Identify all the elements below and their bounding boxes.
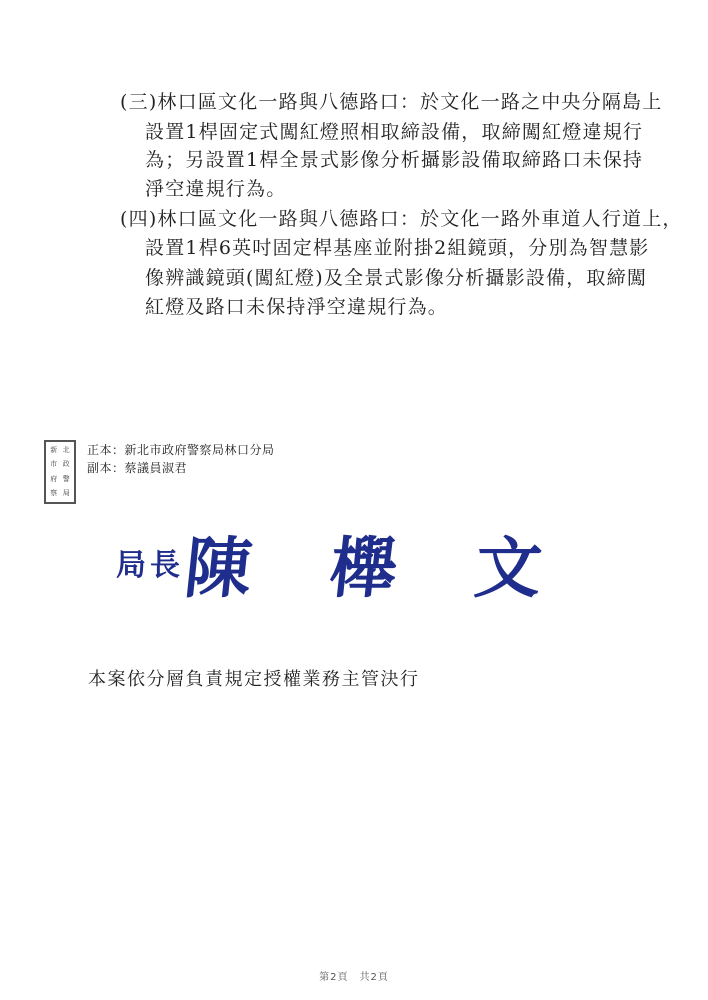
item4-line-2: 設置1桿6英吋固定桿基座並附掛2組鏡頭，分別為智慧影 bbox=[145, 237, 650, 259]
page-number: 第2頁 共2頁 bbox=[319, 972, 389, 983]
delegation-note: 本案依分層負責規定授權業務主管決行 bbox=[88, 669, 420, 690]
item4-line-1: (四)林口區文化一路與八德路口：於文化一路外車道人行道上， bbox=[120, 208, 683, 230]
stamp-char: 政 bbox=[62, 460, 70, 469]
item3-line-3: 為；另設置1桿全景式影像分析攝影設備取締路口未保持 bbox=[145, 149, 644, 171]
stamp-char: 警 bbox=[62, 474, 70, 483]
signature-title: 局長 bbox=[116, 548, 184, 583]
item3-line-4: 淨空違規行為。 bbox=[145, 178, 287, 200]
distribution-copy: 副本：蔡議員淑君 bbox=[87, 461, 188, 475]
official-stamp bbox=[44, 440, 76, 504]
item3-line-1: (三)林口區文化一路與八德路口：於文化一路之中央分隔島上 bbox=[120, 91, 663, 113]
distribution-original: 正本：新北市政府警察局林口分局 bbox=[87, 443, 275, 457]
item3-line-2: 設置1桿固定式闖紅燈照相取締設備，取締闖紅燈違規行 bbox=[145, 121, 644, 143]
stamp-char: 局 bbox=[62, 488, 70, 497]
stamp-char: 新 bbox=[50, 446, 58, 454]
stamp-char: 府 bbox=[50, 474, 58, 483]
stamp-char: 北 bbox=[62, 446, 70, 454]
signature-name: 陳 櫸 文 bbox=[181, 529, 574, 607]
item4-line-4: 紅燈及路口未保持淨空違規行為。 bbox=[145, 296, 449, 318]
stamp-char: 市 bbox=[50, 460, 58, 469]
item4-line-3: 像辨識鏡頭(闖紅燈)及全景式影像分析攝影設備，取締闖 bbox=[145, 267, 648, 289]
stamp-char: 察 bbox=[50, 488, 58, 497]
